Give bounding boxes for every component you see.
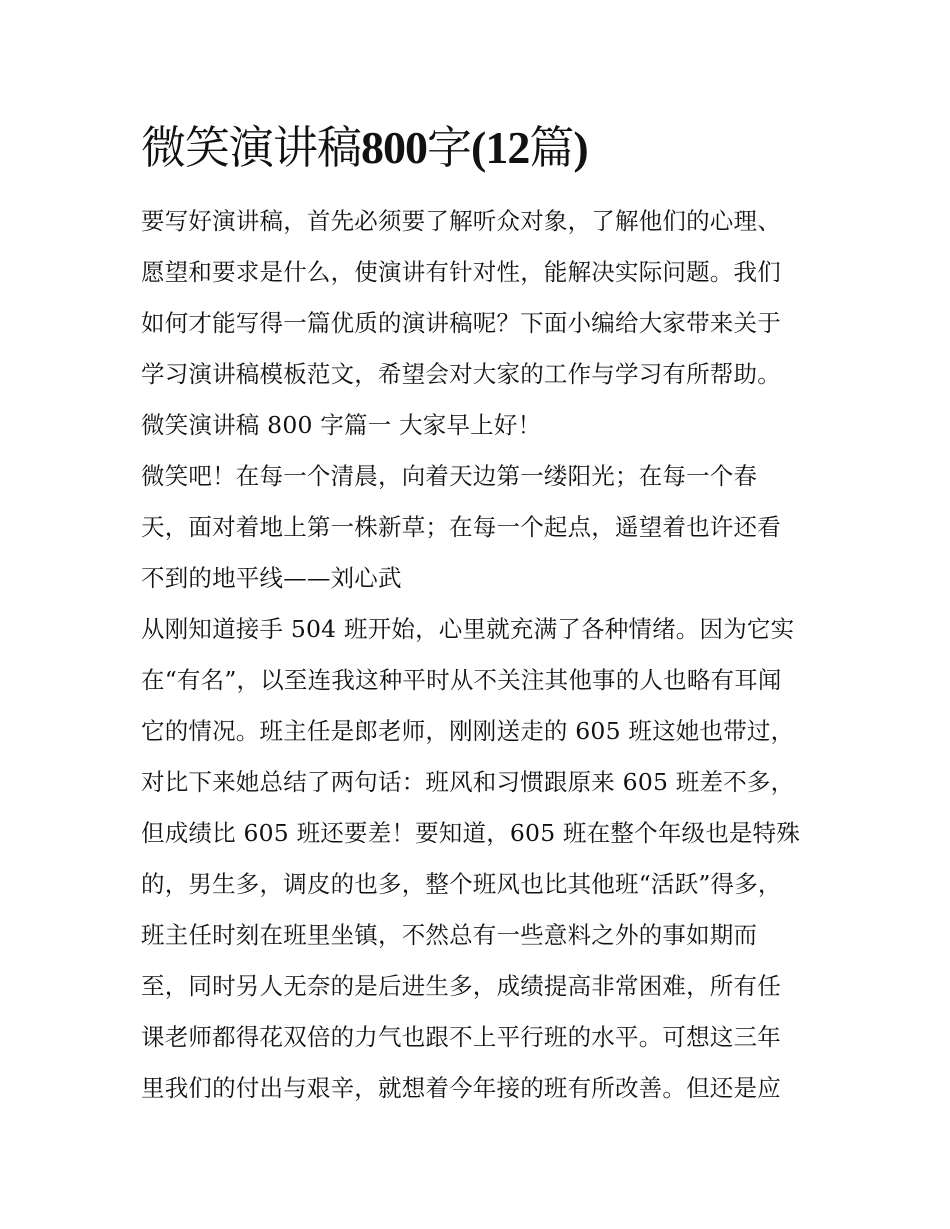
text-line: 愿望和要求是什么，使演讲有针对性，能解决实际问题。我们 [141,258,781,286]
text-line: 的，男生多，调皮的也多，整个班风也比其他班“活跃”得多， [141,870,782,898]
text-line: 微笑演讲稿 800 字篇一 大家早上好！ [141,411,542,439]
title-number-part: 800 [361,122,428,173]
text-line: 至，同时另人无奈的是后进生多，成绩提高非常困难，所有任 [141,972,781,1000]
text-line: 学习演讲稿模板范文，希望会对大家的工作与学习有所帮助。 [141,360,781,388]
text-line: 要写好演讲稿，首先必须要了解听众对象，了解他们的心理、 [141,207,781,235]
text-line: 课老师都得花双倍的力气也跟不上平行班的水平。可想这三年 [141,1023,781,1051]
title-text-part: 篇 [529,121,574,174]
text-line: 如何才能写得一篇优质的演讲稿呢？下面小编给大家带来关于 [141,309,781,337]
text-line: 在“有名”，以至连我这种平时从不关注其他事的人也略有耳闻 [141,666,782,694]
text-line: 对比下来她总结了两句话：班风和习惯跟原来 605 班差不多， [141,768,795,796]
body-text [141,196,817,1114]
text-line: 天，面对着地上第一株新草；在每一个起点，遥望着也许还看 [141,513,781,541]
text-line: 从刚知道接手 504 班开始，心里就充满了各种情绪。因为它实 [141,615,795,643]
title-number-part: ) [573,122,588,173]
text-line: 它的情况。班主任是郎老师，刚刚送走的 605 班这她也带过， [141,717,795,745]
document-content [141,117,817,1114]
text-line: 微笑吧！在每一个清晨，向着天边第一缕阳光；在每一个春 [141,462,758,490]
text-line: 但成绩比 605 班还要差！要知道，605 班在整个年级也是特殊 [141,819,801,847]
text-line: 班主任时刻在班里坐镇，不然总有一些意料之外的事如期而 [141,921,758,949]
title-text-part: 字 [427,121,472,174]
title-number-part: (12 [471,122,530,173]
document-title [141,117,817,179]
text-line: 不到的地平线——刘心武 [141,564,402,592]
text-line: 里我们的付出与艰辛，就想着今年接的班有所改善。但还是应 [141,1074,781,1102]
title-text-part: 微笑演讲稿 [141,121,362,174]
